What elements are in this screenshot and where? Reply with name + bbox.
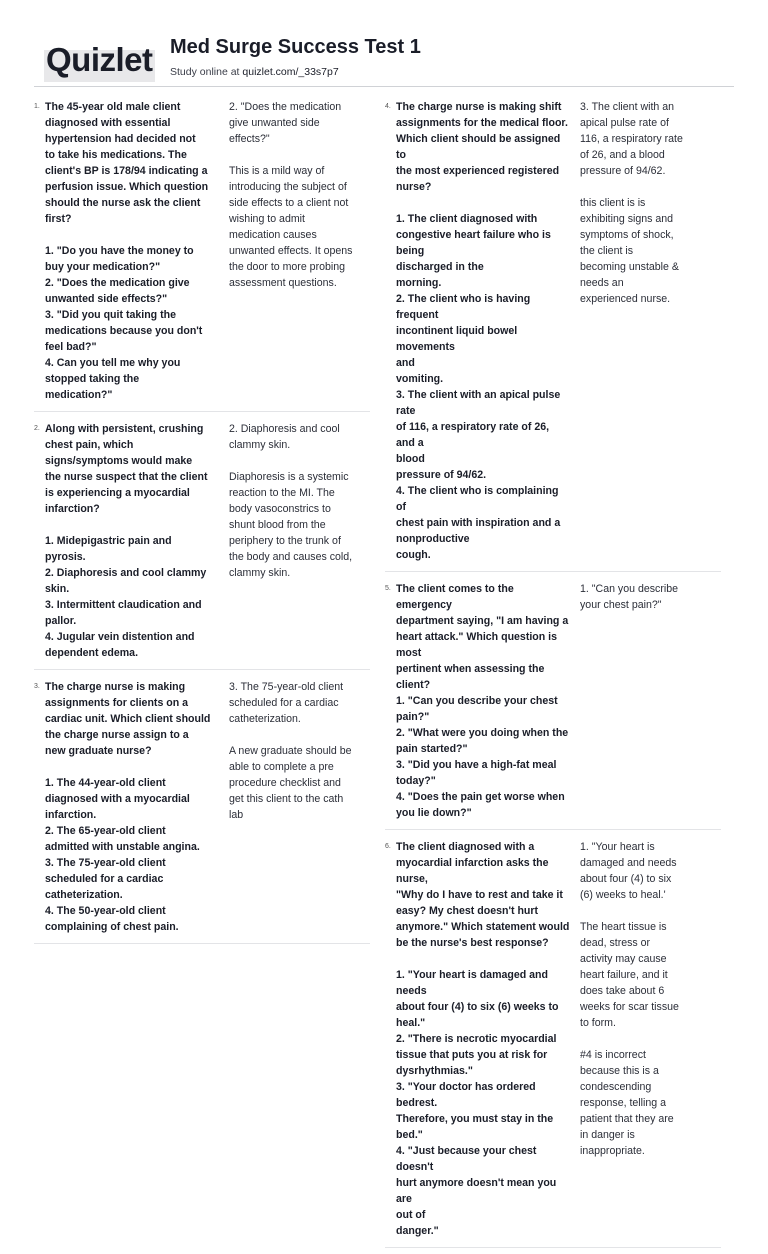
question-line: pyrosis. (45, 551, 86, 563)
question-line: client's BP is 178/94 indicating a (45, 165, 208, 177)
question-line: 3. The 75-year-old client (45, 857, 166, 869)
question-line: nurse? (396, 181, 432, 193)
question-line: 2. "What were you doing when the (396, 727, 569, 739)
question-line: pallor. (45, 615, 77, 627)
question-line: feel bad?" (45, 341, 97, 353)
answer-line (229, 453, 370, 469)
answer-line: the client is (580, 245, 633, 257)
question-line (396, 195, 570, 211)
question-line: hurt anymore doesn't mean you are (396, 1177, 560, 1205)
card-question (396, 99, 580, 563)
card-question (45, 421, 229, 661)
answer-line: catheterization. (229, 713, 301, 725)
question-line: assignments for the medical floor. (396, 117, 568, 129)
flashcard-row (385, 836, 721, 1248)
question-line: anymore." Which statement would (396, 921, 570, 933)
question-line (396, 951, 570, 967)
answer-line: in danger is (580, 1129, 635, 1141)
answer-line: inappropriate. (580, 1145, 645, 1157)
answer-line: This is a mild way of (229, 165, 325, 177)
card-answer (229, 679, 370, 935)
question-line: scheduled for a cardiac (45, 873, 164, 885)
question-line: pertinent when assessing the client? (396, 663, 548, 691)
answer-line: patient that they are (580, 1113, 674, 1125)
question-line: 1. "Do you have the money to (45, 245, 194, 257)
question-line: infarction? (45, 503, 100, 515)
answer-line: give unwanted side (229, 117, 320, 129)
study-prefix: Study online at (170, 66, 240, 78)
question-line: cough. (396, 549, 431, 561)
answer-line: scheduled for a cardiac (229, 697, 339, 709)
question-line: vomiting. (396, 373, 444, 385)
question-line: 2. The 65-year-old client (45, 825, 166, 837)
question-line: chest pain, which (45, 439, 134, 451)
flashcard-row (34, 418, 370, 670)
answer-line: this client is is (580, 197, 646, 209)
question-line: is experiencing a myocardial (45, 487, 190, 499)
answer-line: procedure checklist and (229, 777, 341, 789)
question-line: buy your medication?" (45, 261, 161, 273)
question-line: and (396, 357, 415, 369)
question-line: The charge nurse is making shift (396, 101, 562, 113)
answer-line: becoming unstable & (580, 261, 679, 273)
question-line: should the nurse ask the client (45, 197, 201, 209)
question-line: unwanted side effects?" (45, 293, 168, 305)
question-line: 4. The client who is complaining of (396, 485, 562, 513)
answer-line: damaged and needs (580, 857, 677, 869)
question-line: cardiac unit. Which client should (45, 713, 211, 725)
question-line: admitted with unstable angina. (45, 841, 200, 853)
answer-line: weeks for scar tissue (580, 1001, 679, 1013)
question-line: out of (396, 1209, 426, 1221)
answer-line: condescending (580, 1081, 652, 1093)
question-line: diagnosed with essential (45, 117, 171, 129)
question-line: 3. Intermittent claudication and (45, 599, 202, 611)
flashcard-row (34, 676, 370, 944)
question-line: Along with persistent, crushing (45, 423, 204, 435)
header-divider (34, 86, 734, 87)
answer-line: 2. Diaphoresis and cool (229, 423, 340, 435)
card-answer (580, 99, 721, 563)
question-line: The client comes to the emergency (396, 583, 517, 611)
answer-line: 3. The 75-year-old client (229, 681, 344, 693)
question-line (45, 517, 219, 533)
question-line: heart attack." Which question is most (396, 631, 560, 659)
card-number: 2. (34, 425, 40, 432)
question-line: be the nurse's best response? (396, 937, 549, 949)
question-line: the most experienced registered (396, 165, 560, 177)
flashcard-row (385, 96, 721, 572)
answer-line: introducing the subject of (229, 181, 347, 193)
question-line: catheterization. (45, 889, 123, 901)
card-number: 1. (34, 103, 40, 110)
question-line: dependent edema. (45, 647, 139, 659)
answer-line: needs an (580, 277, 624, 289)
question-line: 4. Jugular vein distention and (45, 631, 195, 643)
page-title: Med Surge Success Test 1 (170, 36, 421, 58)
answer-line: 1. "Your heart is (580, 841, 655, 853)
question-line: dysrhythmias." (396, 1065, 473, 1077)
question-line: congestive heart failure who is being (396, 229, 554, 257)
question-line: danger." (396, 1225, 439, 1237)
card-answer (229, 99, 370, 403)
question-line (45, 227, 219, 243)
study-online-line (170, 66, 339, 78)
question-line: infarction. (45, 809, 97, 821)
answer-line: reaction to the MI. The (229, 487, 335, 499)
question-line: to take his medications. The (45, 149, 187, 161)
question-line: pressure of 94/62. (396, 469, 487, 481)
answer-line: the door to more probing (229, 261, 346, 273)
card-answer (580, 581, 721, 821)
card-question (45, 679, 229, 935)
answer-line: response, telling a (580, 1097, 666, 1109)
question-line: the charge nurse assign to a (45, 729, 189, 741)
answer-line: does take about 6 (580, 985, 665, 997)
answer-line: The heart tissue is (580, 921, 667, 933)
answer-line: symptoms of shock, (580, 229, 674, 241)
question-line: today?" (396, 775, 436, 787)
question-line: signs/symptoms would make (45, 455, 193, 467)
question-line: The 45-year old male client (45, 101, 181, 113)
question-line: incontinent liquid bowel movements (396, 325, 521, 353)
answer-line: able to complete a pre (229, 761, 334, 773)
card-number: 3. (34, 683, 40, 690)
answer-line: unwanted effects. It opens (229, 245, 353, 257)
answer-line (580, 1031, 721, 1047)
answer-line: about four (4) to six (580, 873, 672, 885)
question-line: The client diagnosed with a (396, 841, 535, 853)
question-line: tissue that puts you at risk for (396, 1049, 548, 1061)
answer-line: apical pulse rate of (580, 117, 669, 129)
answer-line: the body and causes cold, (229, 551, 353, 563)
answer-line: because this is a (580, 1065, 659, 1077)
question-line: complaining of chest pain. (45, 921, 179, 933)
question-line: nonproductive (396, 533, 470, 545)
question-line: 4. The 50-year-old client (45, 905, 166, 917)
question-line (45, 759, 219, 775)
question-line: chest pain with inspiration and a (396, 517, 561, 529)
question-line: 2. "Does the medication give (45, 277, 190, 289)
question-line: stopped taking the (45, 373, 140, 385)
question-line: of 116, a respiratory rate of 26, and a (396, 421, 553, 449)
answer-line (580, 903, 721, 919)
answer-line: exhibiting signs and (580, 213, 674, 225)
answer-line: your chest pain?" (580, 599, 662, 611)
answer-line (229, 147, 370, 163)
question-line: blood (396, 453, 425, 465)
question-line: 4. "Just because your chest doesn't (396, 1145, 540, 1173)
answer-line: of 26, and a blood (580, 149, 665, 161)
question-line: 2. The client who is having frequent (396, 293, 534, 321)
answer-line: get this client to the cath (229, 793, 344, 805)
right-column (385, 96, 721, 1254)
question-line: 1. The 44-year-old client (45, 777, 166, 789)
question-line: Therefore, you must stay in the bed." (396, 1113, 557, 1141)
answer-line: heart failure, and it (580, 969, 668, 981)
card-answer (229, 421, 370, 661)
answer-line: 116, a respiratory rate (580, 133, 683, 145)
answer-line: (6) weeks to heal.' (580, 889, 666, 901)
answer-line: #4 is incorrect (580, 1049, 646, 1061)
question-line: 4. "Does the pain get worse when (396, 791, 565, 803)
question-line: Which client should be assigned to (396, 133, 564, 161)
card-question (45, 99, 229, 403)
answer-line: 1. "Can you describe (580, 583, 678, 595)
answer-line: pressure of 94/62. (580, 165, 666, 177)
answer-line: medication causes (229, 229, 317, 241)
question-line: about four (4) to six (6) weeks to (396, 1001, 559, 1013)
question-line: 2. Diaphoresis and cool clammy (45, 567, 207, 579)
question-line: 3. "Did you quit taking the (45, 309, 176, 321)
answer-line: lab (229, 809, 244, 821)
question-line: 1. Midepigastric pain and (45, 535, 172, 547)
flashcard-row (34, 96, 370, 412)
answer-line: effects?" (229, 133, 270, 145)
question-line: discharged in the (396, 261, 484, 273)
answer-line: clammy skin. (229, 439, 291, 451)
question-line: first? (45, 213, 72, 225)
question-line: perfusion issue. Which question (45, 181, 209, 193)
question-line: assignments for clients on a (45, 697, 189, 709)
answer-line: shunt blood from the (229, 519, 326, 531)
answer-line: activity may cause (580, 953, 667, 965)
question-line: pain?" (396, 711, 430, 723)
answer-line: assessment questions. (229, 277, 337, 289)
card-question (396, 581, 580, 821)
answer-line: dead, stress or (580, 937, 651, 949)
question-line: department saying, "I am having a (396, 615, 569, 627)
answer-line: side effects to a client not (229, 197, 349, 209)
card-question (396, 839, 580, 1239)
study-link[interactable]: quizlet.com/_33s7p7 (242, 66, 339, 78)
question-line: hypertension had decided not (45, 133, 196, 145)
answer-line: periphery to the trunk of (229, 535, 341, 547)
question-line: 3. "Your doctor has ordered bedrest. (396, 1081, 539, 1109)
card-number: 5. (385, 585, 391, 592)
question-line: 3. The client with an apical pulse rate (396, 389, 564, 417)
question-line: heal." (396, 1017, 426, 1029)
question-line: new graduate nurse? (45, 745, 152, 757)
answer-line: wishing to admit (229, 213, 305, 225)
card-number: 4. (385, 103, 391, 110)
left-column (34, 96, 370, 950)
question-line: 1. The client diagnosed with (396, 213, 538, 225)
question-line: 4. Can you tell me why you (45, 357, 181, 369)
question-line: 1. "Your heart is damaged and needs (396, 969, 551, 997)
card-number: 6. (385, 843, 391, 850)
question-line: morning. (396, 277, 442, 289)
quizlet-logo[interactable]: Quizlet (44, 38, 155, 82)
answer-line: 3. The client with an (580, 101, 675, 113)
answer-line: experienced nurse. (580, 293, 671, 305)
question-line: "Why do I have to rest and take it (396, 889, 563, 901)
question-line: medications because you don't (45, 325, 203, 337)
answer-line (580, 179, 721, 195)
question-line: 1. "Can you describe your chest (396, 695, 558, 707)
answer-line: 2. "Does the medication (229, 101, 342, 113)
page-header (0, 0, 768, 92)
question-line: the nurse suspect that the client (45, 471, 208, 483)
question-line: easy? My chest doesn't hurt (396, 905, 539, 917)
answer-line: A new graduate should be (229, 745, 352, 757)
question-line: pain started?" (396, 743, 468, 755)
question-line: 3. "Did you have a high-fat meal (396, 759, 557, 771)
question-line: myocardial infarction asks the nurse, (396, 857, 552, 885)
question-line: 2. "There is necrotic myocardial (396, 1033, 557, 1045)
answer-line: body vasoconstrics to (229, 503, 331, 515)
answer-line: Diaphoresis is a systemic (229, 471, 349, 483)
answer-line: clammy skin. (229, 567, 291, 579)
question-line: you lie down?" (396, 807, 472, 819)
question-line: medication?" (45, 389, 113, 401)
answer-line (229, 727, 370, 743)
question-line: skin. (45, 583, 70, 595)
question-line: The charge nurse is making (45, 681, 186, 693)
question-line: diagnosed with a myocardial (45, 793, 190, 805)
flashcard-row (385, 578, 721, 830)
card-answer (580, 839, 721, 1239)
answer-line: to form. (580, 1017, 616, 1029)
